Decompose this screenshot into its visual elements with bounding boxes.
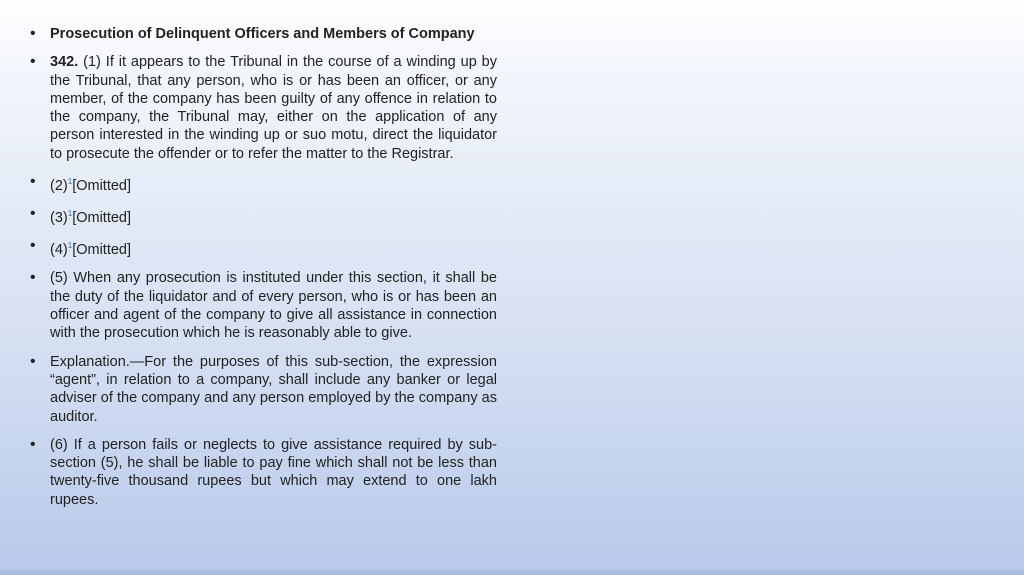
bullet-section-342 <box>30 53 497 163</box>
bullet-dot: • <box>30 205 36 223</box>
bullet-dot: • <box>30 435 36 453</box>
section-number: 342. <box>50 54 79 71</box>
footnote-link[interactable]: 1 <box>67 177 73 187</box>
sub-section-1-text: (1) If it appears to the Tribunal in the course of a winding up by the Tribunal, that any person, who is or has been an officer, or any member, of the company has been guilty of any offence in relation to the company, the Tribunal may, either on the application of any person interested in the winding up or suo motu, direct the liquidator to prosecute the offender or to refer the matter to the Registrar. <box>50 54 497 162</box>
slide-content <box>30 25 497 519</box>
bullet-dot: • <box>30 173 36 191</box>
bullet-sub-section-2 <box>30 173 497 195</box>
explanation-text: Explanation.—For the purposes of this sub-section, the expression “agent”, in relation to a company, shall include any banker or legal adviser of the company and any person employed by the company as auditor. <box>50 353 497 425</box>
bullet-dot: • <box>30 269 36 287</box>
footnote-link[interactable]: 1 <box>67 241 73 251</box>
bullet-dot: • <box>30 25 36 42</box>
bullet-dot: • <box>30 237 36 255</box>
omitted-text: [Omitted] <box>72 242 132 259</box>
bullet-list <box>30 25 497 509</box>
omitted-text: [Omitted] <box>72 177 132 194</box>
section-heading: Prosecution of Delinquent Officers and Members of Company <box>50 26 475 42</box>
bullet-sub-section-3 <box>30 205 497 227</box>
bullet-sub-section-4 <box>30 237 497 259</box>
bullet-heading <box>30 25 497 43</box>
bottom-border <box>0 570 1024 575</box>
bullet-dot: • <box>30 352 36 370</box>
bullet-explanation <box>30 353 497 426</box>
omitted-text: [Omitted] <box>72 210 132 227</box>
sub-section-label: (3) <box>50 210 68 227</box>
sub-section-6-text: (6) If a person fails or neglects to give assistance required by sub-section (5), he shall be liable to pay fine which shall not be less than twenty-five thousand rupees but which may extend to one lakh rupees. <box>50 436 497 508</box>
sub-section-label: (2) <box>50 177 68 194</box>
bullet-dot: • <box>30 53 36 71</box>
sub-section-label: (4) <box>50 242 68 259</box>
bullet-sub-section-6 <box>30 436 497 509</box>
bullet-sub-section-5 <box>30 269 497 342</box>
sub-section-5-text: (5) When any prosecution is instituted under this section, it shall be the duty of the liquidator and of every person, who is or has been an officer and agent of the company to give all assistance in connection with the prosecution which he is reasonably able to give. <box>50 270 497 342</box>
footnote-link[interactable]: 1 <box>67 209 73 219</box>
